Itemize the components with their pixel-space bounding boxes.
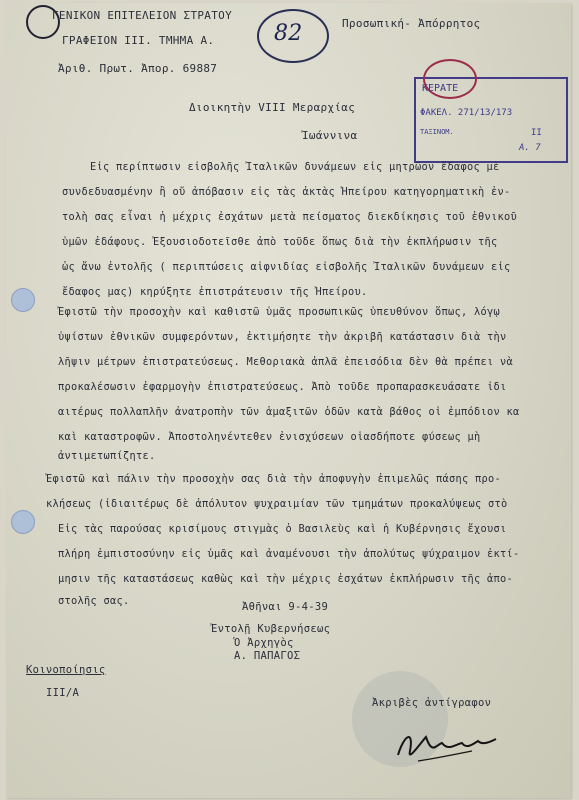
body-line: Εἰς τὰς παρούσας κρισίμους στιγμὰς ὁ Βασιλεὺς καὶ ἡ Κυβέρνησις ἔχουσι: [58, 523, 507, 535]
body-line: ἔδαφος μας) κηρύξητε ἐπιστράτευσιν τῆς Ἠπείρου.: [62, 286, 368, 298]
distribution-label: Κοινοποίησις: [26, 664, 106, 676]
body-line: ὑμῶν ἐδάφους. Ἐξουσιοδοτεῖσθε ἀπὸ τοῦδε ὅπως διὰ τὴν ἐκπλήρωσιν τῆς: [62, 236, 498, 248]
header-line-1: ΓΕΝΙΚΟΝ ΕΠΙΤΕΛΕΙΟΝ ΣΤΡΑΤΟΥ: [52, 9, 232, 22]
body-line: ὑψίστων ἐθνικῶν συμφερόντων, ἐκτιμήσητε τὴν ἀκριβῆ κατάστασιν διὰ τὴν: [58, 331, 507, 343]
punch-hole-top: [11, 288, 35, 312]
body-line: μησιν τῆς καταστάσεως καθὼς καὶ τὴν μέχρις ἐσχάτων ἐκπλήρωσιν τῆς ἀπο-: [58, 573, 513, 585]
recipient-line-1: Διοικητὴν VIII Μεραρχίας: [189, 101, 356, 114]
body-line: Εἰς περίπτωσιν εἰσβολῆς Ἰταλικῶν δυνάμεων εἰς μητρῶον ἔδαφος μὲ: [90, 161, 500, 173]
circled-number-text: 82: [274, 21, 303, 46]
handwritten-signature: [392, 715, 502, 775]
body-line: τολὴ σας εἶναι ἡ μέχρις ἐσχάτων μετὰ πείσματος διεκδίκησις τοῦ ἐθνικοῦ: [62, 211, 517, 223]
stamp-line-5: Α. 7: [519, 143, 541, 153]
header-line-2: ΓΡΑΦΕΙΟΝ ΙΙΙ. ΤΜΗΜΑ Α.: [62, 34, 215, 47]
stamp-line-3: ΤΑΞΙΝΟΜ.: [420, 128, 454, 136]
closing-date: Ἀθῆναι 9-4-39: [242, 601, 329, 613]
body-line: πλήρη ἐμπιστοσύνην εἰς ὑμᾶς καὶ ἀναμένουσι τὴν ἀπολύτως ψύχραιμον ἐκτί-: [58, 548, 520, 560]
body-line: ἀντιμετωπίζητε.: [58, 450, 156, 462]
body-line: αιτέρως πολλαπλῆν ἀνατροπὴν τῶν ἁμαξιτῶν ὁδῶν κατὰ βάθος οἱ ἐμπόδιον κα: [58, 406, 520, 418]
closing-name: Α. ΠΑΠΑΓΟΣ: [234, 650, 301, 662]
classification: Προσωπική- Ἀπόρρητος: [342, 17, 481, 30]
punch-hole-bottom: [11, 510, 35, 534]
body-line: Ἐφιστῶ καὶ πάλιν τὴν προσοχὴν σας διὰ τὴν ἀποφυγὴν ἐπιμελῶς πάσης προ-: [46, 473, 501, 485]
body-line: καὶ καταστροφῶν. Ἀποστοληνέντεθεν ἐνισχύσεων οἱασδήποτε φύσεως μὴ: [58, 431, 481, 443]
closing-rank: Ὁ Ἀρχηγὸς: [234, 637, 294, 649]
body-line: Ἐφιστῶ τὴν προσοχὴν καὶ καθιστῶ ὑμᾶς προσωπικῶς ὑπευθύνον ὅπως, λόγῳ: [58, 306, 500, 318]
body-line: κλήσεως (ἰδιαιτέρως δὲ ἀπόλυτον ψυχραιμίαν τῶν τμημάτων προκαλύψεως στὸ: [46, 498, 508, 510]
protocol-number: Ἀριθ. Πρωτ. Ἀπορ. 69887: [58, 62, 218, 75]
body-line: συνδεδυασμένην ἢ οὔ ἀπόβασιν εἰς τὰς ἀκτὰς Ἠπείρου κατηγορηματικὴ ἐν-: [62, 186, 511, 198]
body-line: προκαλέσωσιν ἐφαρμογὴν ἐπιστρατεύσεως. Ἀπὸ τοῦδε προπαρασκευάσατε ἰδι: [58, 381, 507, 393]
body-line: ὡς ἄνω ἐντολῆς ( περιπτώσεις αἰφνιδίας εἰσβολῆς Ἰταλικῶν δυνάμεων εἰς: [62, 261, 511, 273]
body-line: στολῆς σας.: [58, 595, 130, 607]
document-page: [6, 3, 571, 798]
distribution-value: ΙΙΙ/Α: [46, 687, 80, 699]
closing-order: Ἐντολῇ Κυβερνήσεως: [211, 623, 331, 635]
stamp-line-4: ΙΙ: [531, 128, 542, 138]
certification-text: Ἀκριβὲς ἀντίγραφον: [372, 697, 492, 709]
stamp-line-1: ΚΕΡΑΤΕ: [422, 83, 459, 94]
recipient-line-2: Ἰωάννινα: [302, 129, 358, 142]
stamp-line-2: ΦΑΚΕΛ. 271/13/173: [420, 108, 513, 118]
body-line: λῆψιν μέτρων ἐπιστρατεύσεως. Μεθοριακὰ ἁπλᾶ ἐπεισόδια δὲν θὰ πρέπει νὰ: [58, 356, 513, 368]
